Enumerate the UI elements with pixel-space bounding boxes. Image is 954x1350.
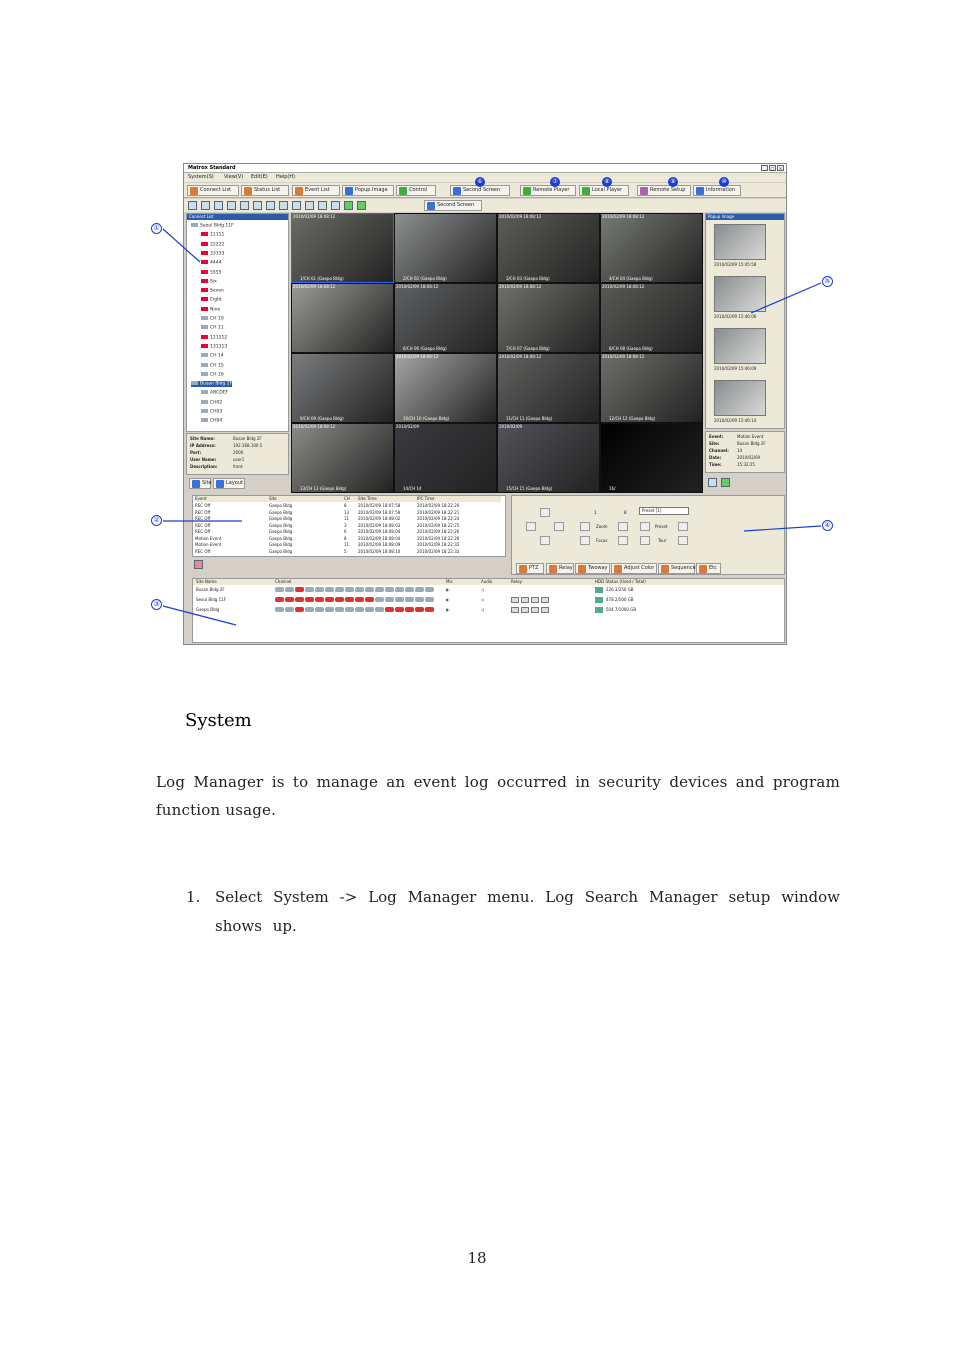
popup-image-header: Popup Image (706, 214, 784, 220)
menu-help[interactable]: Help(H) (276, 174, 296, 180)
event-cell: 2010/02/09 18:22:20 (417, 503, 460, 508)
event-cell: 2010/02/09 18:08:10 (358, 548, 401, 554)
event-cell: Gaepo Bldg (269, 516, 293, 521)
tree-label: CH03 (210, 409, 223, 415)
event-cell: 2010/02/09 18:08:03 (358, 522, 401, 528)
tour-label: Tour (658, 538, 667, 543)
camera-timestamp: 2010/02/09 18:08:12 (396, 284, 439, 289)
event-cell: 8 (344, 503, 347, 508)
marker-6: ⑥ (475, 177, 485, 187)
camera-label: 13/CH 13 (Gaepo Bldg) (300, 486, 347, 491)
event-cell: Gaepo Bldg (269, 509, 293, 515)
remote-player-button[interactable]: Remote Player (520, 185, 576, 196)
callout-4: ④ (822, 520, 833, 531)
ptz-tab-label: Adjust Color (624, 565, 655, 571)
tree-label: 5555 (210, 270, 222, 275)
event-cell: Gaepo Bldg (269, 548, 293, 554)
site-info-label: Port: (190, 450, 202, 455)
site-info-value: Busan Bldg 2F (233, 436, 262, 441)
zoom-label: Zoom (596, 524, 608, 529)
audio-icon[interactable]: ◁ (481, 607, 485, 612)
hdd-status: 478.2/500 GB (606, 597, 634, 602)
site-info-value: 2000 (233, 450, 244, 455)
event-column-header[interactable]: Site (269, 496, 344, 502)
event-cell: REC Off (195, 548, 211, 554)
camera-label: 9/CH 09 (Gaepo Bldg) (300, 416, 344, 421)
tree-label: Six (210, 279, 217, 285)
event-info-value: Motion Event (737, 434, 764, 439)
popup-time: 2010/02/09 15:46:06 (714, 314, 757, 319)
event-cell: REC Off (195, 503, 211, 508)
event-cell: Gaepo Bldg (269, 522, 293, 528)
event-cell: REC Off (195, 529, 211, 534)
site-info-value: 192.168.100.5 (233, 443, 263, 448)
ptz-range-max: 8 (624, 510, 627, 515)
event-column-header[interactable]: CH (344, 496, 358, 502)
camera-label: 12/CH 12 (Gaepo Bldg) (609, 416, 656, 421)
camera-label: 4/CH 04 (Gaepo Bldg) (609, 276, 653, 281)
event-list-button[interactable]: Event List (292, 185, 340, 196)
camera-timestamp: 2010/02/09 18:08:12 (499, 284, 542, 289)
status-list-button[interactable]: Status List (241, 185, 289, 196)
step-number: 1. (186, 888, 201, 906)
control-button[interactable]: Control (396, 185, 436, 196)
tree-label: ABCDEF (210, 390, 229, 396)
event-info-value: 14 (737, 448, 743, 453)
tree-label: 121212 (210, 335, 228, 341)
tree-label: Nine (210, 307, 221, 313)
status-site-name: Gaepo Bldg (196, 607, 220, 612)
connect-list-header: Connect List (187, 214, 288, 220)
site-info-label: Site Name: (190, 436, 215, 441)
window-title: Matrox Standard (188, 165, 236, 171)
site-info-label: IP Address: (190, 443, 216, 448)
event-cell: 13 (344, 509, 350, 515)
camera-label: 6/CH 06 (Gaepo Bldg) (403, 346, 447, 351)
event-cell: 2010/02/09 18:22:25 (417, 522, 460, 528)
camera-timestamp: 2010/02/09 18:08:12 (293, 214, 336, 219)
event-cell: Gaepo Bldg (269, 529, 293, 534)
popup-time: 2010/02/09 15:46:14 (714, 418, 757, 423)
marker-7: ⑦ (550, 177, 560, 187)
camera-timestamp: 2010/02/09 18:08:12 (396, 354, 439, 359)
status-column-header[interactable]: Audio (481, 579, 493, 584)
second-screen-button[interactable]: Second Screen (450, 185, 510, 196)
tree-label: Seven (210, 288, 224, 294)
event-cell: 2010/02/09 18:08:04 (358, 535, 401, 541)
camera-timestamp: 2010/02/09 18:08:12 (602, 284, 645, 289)
tree-label: Seoul Bldg 11F (200, 223, 234, 229)
tree-label: CH 16 (210, 372, 224, 378)
tree-label: CH02 (210, 400, 223, 406)
focus-label: Focus (596, 538, 608, 543)
event-cell: 2010/02/09 18:22:32 (417, 548, 460, 554)
tree-label: CH 14 (210, 353, 224, 359)
event-info-label: Site: (709, 441, 720, 446)
camera-timestamp: 2010/02/09 (396, 424, 420, 429)
event-cell: Gaepo Bldg (269, 535, 293, 541)
layout-tab[interactable]: Layout (213, 478, 245, 489)
preset-select[interactable]: Preset [1] (639, 507, 689, 515)
camera-label: 11/CH 11 (Gaepo Bldg) (506, 416, 553, 421)
status-site-name: Busan Bldg 2F (196, 587, 225, 592)
tree-label: 33333 (210, 251, 225, 257)
marker-10: ⑩ (719, 177, 729, 187)
tree-label: Eight (210, 297, 222, 303)
event-cell: 2010/02/09 18:22:32 (417, 542, 460, 547)
event-cell: REC Off (195, 509, 211, 515)
tree-label: CH 10 (210, 316, 224, 322)
minimize-icon[interactable]: _ (761, 165, 768, 171)
event-cell: 5 (344, 548, 347, 554)
event-cell: 2010/02/09 18:07:58 (358, 503, 401, 508)
status-column-header[interactable]: Relay (511, 579, 522, 584)
ptz-range-min: 1 (594, 510, 597, 515)
event-cell: 6 (344, 529, 347, 534)
camera-timestamp: 2010/02/09 (499, 424, 523, 429)
camera-timestamp: 2010/02/09 18:08:12 (293, 284, 336, 289)
close-icon[interactable]: × (778, 166, 783, 171)
section-heading: System (185, 710, 252, 731)
camera-label: 16/ (609, 486, 616, 491)
status-column-header[interactable]: HDD Status (Used / Total) (595, 579, 646, 584)
camera-label: 1/CH 01 (Gaepo Bldg) (300, 276, 344, 281)
popup-image-button[interactable]: Popup Image (342, 185, 394, 196)
callout-1: ① (151, 223, 162, 234)
event-cell: 2010/02/09 18:08:02 (358, 516, 401, 521)
ptz-tab-label: Etc (709, 565, 717, 571)
tree-label: CH 15 (210, 363, 224, 368)
event-cell: Motion Event (195, 535, 222, 541)
status-column-header[interactable]: Mic (446, 579, 453, 584)
event-cell: 8 (344, 535, 347, 541)
event-cell: 2010/02/09 18:22:26 (417, 529, 460, 534)
tree-label: 131313 (210, 344, 228, 350)
callout-2: ② (151, 515, 162, 526)
status-column-header[interactable]: Site Name (196, 579, 217, 584)
hdd-status: 504.7/1000 GB (606, 607, 637, 612)
event-info-label: Time: (709, 462, 722, 467)
event-info-label: Event: (709, 434, 724, 439)
ptz-tab-label: Sequence (671, 565, 696, 571)
site-info-label: Description: (190, 464, 218, 469)
local-player-button[interactable]: Local Player (579, 185, 629, 196)
popup-time: 2010/02/09 15:45:58 (714, 262, 757, 267)
site-info-label: User Name: (190, 457, 217, 462)
event-cell: 2010/02/09 18:08:04 (358, 529, 401, 534)
menu-view[interactable]: View(V) (224, 174, 244, 180)
audio-icon[interactable]: ◁ (481, 587, 485, 592)
event-cell: 2010/02/09 18:08:09 (358, 542, 401, 547)
connect-list-button[interactable]: Connect List (187, 185, 239, 196)
camera-label: 2/CH 02 (Gaepo Bldg) (403, 276, 447, 281)
event-info-value: 15:32:25 (737, 462, 755, 467)
maximize-icon[interactable]: □ (770, 166, 775, 171)
event-cell: 2010/02/09 18:22:26 (417, 535, 460, 541)
mic-icon[interactable]: ◐ (446, 597, 450, 602)
tree-label: 11111 (210, 232, 225, 238)
site-tab[interactable]: Site (189, 478, 211, 489)
tree-label: CH04 (210, 418, 223, 424)
remote-setup-button[interactable]: Remote Setup (637, 185, 691, 196)
tree-label: Busan Bldg 2F (200, 381, 233, 387)
second-screen-bar-button[interactable]: Second Screen (424, 200, 482, 211)
event-cell: 3 (344, 522, 347, 528)
camera-label: 8/CH 08 (Gaepo Bldg) (609, 346, 653, 351)
event-column-header[interactable]: Site Time (358, 496, 417, 502)
event-info-label: Date: (709, 455, 722, 460)
camera-timestamp: 2010/02/09 18:08:12 (602, 354, 645, 359)
tree-label: 4444 (210, 260, 222, 266)
ptz-tab-label: PTZ (529, 565, 539, 571)
page-number: 18 (467, 1249, 487, 1267)
event-cell: Motion Event (195, 542, 222, 547)
menu-system[interactable]: System(S) (188, 174, 214, 180)
callout-5: ⑤ (822, 276, 833, 287)
event-cell: Gaepo Bldg (269, 503, 293, 508)
mic-icon[interactable]: ◐ (446, 587, 450, 592)
event-cell: 11 (344, 542, 350, 547)
preset-label: Preset (655, 524, 668, 529)
camera-label: 3/CH 03 (Gaepo Bldg) (506, 276, 550, 281)
description-paragraph: Log Manager is to manage an event log occurred in security devices and program function usage. (156, 773, 840, 819)
hdd-status: 226.3/250 GB (606, 587, 634, 592)
status-site-name: Seoul Bldg 11F (196, 597, 226, 602)
marker-8: ⑧ (602, 177, 612, 187)
event-cell: REC Off (195, 516, 211, 521)
ptz-tab-label: Twoway (588, 565, 608, 571)
camera-label: 10/CH 10 (Gaepo Bldg) (403, 416, 450, 421)
camera-label: 7/CH 07 (Gaepo Bldg) (506, 346, 550, 351)
event-info-value: 2010/02/09 (737, 455, 761, 460)
event-column-header[interactable]: IPC Time (417, 496, 501, 502)
event-column-header[interactable]: Event (195, 496, 269, 502)
menu-edit[interactable]: Edit(E) (251, 174, 268, 180)
popup-time: 2010/02/09 15:46:09 (714, 366, 757, 371)
tree-label: CH 11 (210, 325, 224, 331)
camera-timestamp: 2010/02/09 18:08:12 (293, 424, 336, 429)
camera-timestamp: 2010/02/09 18:08:12 (499, 214, 542, 219)
marker-9: ⑨ (668, 177, 678, 187)
tree-label: 22222 (210, 242, 225, 248)
site-info-value: front (233, 464, 243, 469)
camera-label: 15/CH 15 (Gaepo Bldg) (506, 486, 553, 491)
audio-icon[interactable]: ◁ (481, 597, 485, 602)
callout-3: ③ (151, 599, 162, 610)
mic-icon[interactable]: ◐ (446, 607, 450, 612)
status-column-header[interactable]: Channel (275, 579, 292, 584)
camera-timestamp: 2010/02/09 18:08:12 (499, 354, 542, 359)
information-button[interactable]: Information (693, 185, 741, 196)
camera-label: 14/CH 14 (403, 486, 422, 491)
event-cell: 2010/02/09 18:22:24 (417, 516, 460, 521)
event-cell: REC Off (195, 522, 211, 528)
event-cell: Gaepo Bldg (269, 542, 293, 547)
event-info-label: Channel: (709, 448, 729, 453)
ptz-tab-label: Relay (559, 565, 573, 571)
event-cell: 11 (344, 516, 350, 521)
event-cell: 2010/02/09 18:22:21 (417, 509, 460, 515)
event-info-value: Busan Bldg 2F (737, 441, 766, 446)
step-text: Select System -> Log Manager menu. Log Search Manager setup window shows up. (215, 888, 840, 935)
event-cell: 2010/02/09 18:07:59 (358, 509, 401, 515)
site-info-value: user1 (233, 457, 245, 462)
camera-timestamp: 2010/02/09 18:08:12 (602, 214, 645, 219)
